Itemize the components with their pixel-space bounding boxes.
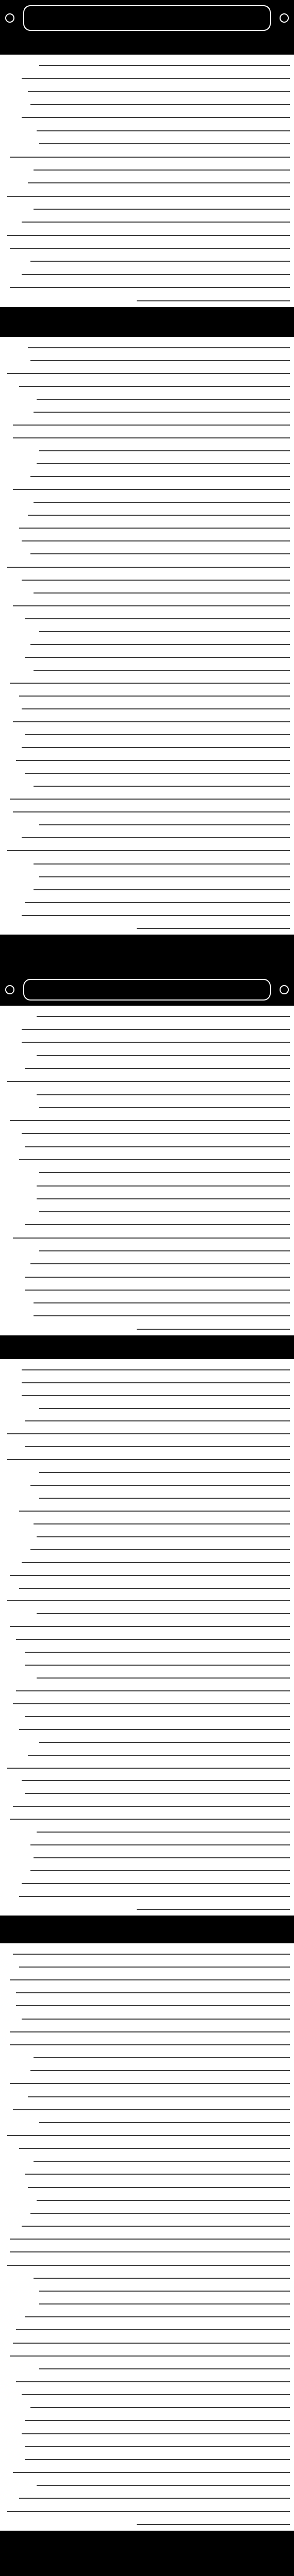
text-line: [39, 1211, 290, 1212]
text-line: [25, 1277, 290, 1278]
highlight-note: [0, 36, 294, 55]
text-line: [30, 261, 290, 262]
text-line: [13, 811, 290, 812]
text-line: [13, 425, 290, 426]
text-line: [13, 1806, 290, 1807]
text-line: [13, 489, 290, 490]
text-line: [16, 760, 290, 761]
text-line: [25, 773, 290, 774]
text-line: [37, 2200, 290, 2201]
text-line: [39, 1408, 290, 1409]
text-line: [19, 528, 290, 529]
text-line: [39, 1250, 290, 1251]
text-line: [22, 2226, 290, 2227]
text-line: [13, 1954, 290, 1955]
text-line: [25, 1793, 290, 1794]
text-line: [19, 1896, 290, 1897]
text-line: [30, 2213, 290, 2214]
text-line: [19, 696, 290, 697]
text-line: [39, 2122, 290, 2123]
body-paragraph: [0, 55, 294, 307]
text-line: [25, 1290, 290, 1291]
ornament-icon: [280, 985, 289, 994]
text-line: [7, 1459, 290, 1460]
text-line: [30, 1844, 290, 1845]
text-line: [7, 1768, 290, 1769]
text-line: [34, 670, 290, 671]
text-line: [10, 157, 290, 158]
text-line: [34, 2161, 290, 2162]
verse-text: [23, 979, 271, 1001]
text-line: [7, 373, 290, 374]
text-line: [22, 117, 290, 118]
text-line: [22, 1369, 290, 1370]
text-line: [25, 1068, 290, 1069]
text-line: [10, 287, 290, 288]
text-line: [25, 2420, 290, 2421]
text-line: [13, 2472, 290, 2473]
text-line: [37, 1536, 290, 1537]
text-line: [34, 889, 290, 890]
text-line: [37, 399, 290, 400]
ornament-icon: [5, 985, 14, 994]
text-line: [25, 2316, 290, 2317]
text-line: [10, 2251, 290, 2252]
text-line: [19, 1729, 290, 1730]
body-paragraph: [0, 1006, 294, 1335]
text-line: [39, 143, 290, 144]
text-line: [30, 360, 290, 361]
text-line: [25, 1665, 290, 1666]
text-line: [30, 2407, 290, 2408]
text-line: [22, 1395, 290, 1396]
text-line: [7, 196, 290, 197]
text-line: [10, 1979, 290, 1980]
highlight-note: [0, 1335, 294, 1359]
text-line: [39, 631, 290, 632]
text-line: [30, 104, 290, 105]
text-line: [22, 540, 290, 541]
text-line: [39, 1472, 290, 1473]
text-line: [7, 1081, 290, 1082]
body-paragraph: [0, 1943, 294, 2531]
text-line: [25, 1224, 290, 1225]
text-line: [19, 1511, 290, 1512]
text-line: [37, 2485, 290, 2486]
text-line: [34, 863, 290, 865]
text-line: [28, 182, 290, 183]
ornament-icon: [5, 13, 14, 23]
note-text: [4, 310, 290, 334]
text-line: [10, 248, 290, 249]
highlight-note: [0, 2531, 294, 2576]
text-line: [22, 222, 290, 223]
text-line: [13, 1238, 290, 1239]
text-line: [13, 605, 290, 606]
text-line: [22, 747, 290, 748]
text-line: [10, 2083, 290, 2084]
text-line: [39, 1107, 290, 1108]
text-line: [34, 2057, 290, 2058]
text-line: [16, 2381, 290, 2382]
text-line: [39, 1172, 290, 1173]
text-line: [137, 300, 290, 301]
note-text: [4, 1338, 290, 1356]
text-line: [16, 1992, 290, 1993]
text-line: [19, 2148, 290, 2149]
text-line: [137, 2524, 290, 2525]
text-line: [13, 2343, 290, 2344]
text-line: [22, 1883, 290, 1884]
text-line: [25, 1716, 290, 1717]
highlight-note: [0, 1916, 294, 1943]
text-line: [137, 1329, 290, 1330]
text-line: [16, 2005, 290, 2006]
text-line: [34, 412, 290, 413]
body-paragraph: [0, 337, 294, 935]
text-line: [39, 2291, 290, 2292]
text-line: [19, 1159, 290, 1160]
text-line: [22, 1133, 290, 1134]
ornament-icon: [280, 13, 289, 23]
text-line: [34, 2278, 290, 2279]
text-line: [22, 708, 290, 709]
text-line: [16, 1690, 290, 1691]
text-line: [10, 683, 290, 684]
text-line: [22, 1042, 290, 1043]
text-line: [37, 130, 290, 131]
text-line: [34, 1302, 290, 1303]
text-line: [25, 1420, 290, 1421]
text-line: [39, 824, 290, 825]
text-line: [28, 91, 290, 92]
text-line: [10, 1626, 290, 1627]
verse-banner: [0, 974, 294, 1006]
text-line: [25, 1652, 290, 1653]
text-line: [10, 2239, 290, 2240]
text-line: [30, 1870, 290, 1871]
text-line: [19, 1967, 290, 1968]
text-line: [22, 1562, 290, 1563]
text-line: [16, 1639, 290, 1640]
text-line: [13, 721, 290, 722]
text-line: [28, 2096, 290, 2097]
text-line: [39, 2368, 290, 2369]
text-line: [25, 1146, 290, 1147]
text-line: [30, 644, 290, 645]
text-line: [34, 592, 290, 594]
note-text: [4, 39, 290, 52]
verse-banner: [0, 0, 294, 36]
text-line: [19, 2498, 290, 2499]
text-line: [39, 2303, 290, 2304]
text-line: [30, 1485, 290, 1486]
text-line: [22, 1029, 290, 1030]
text-line: [37, 1677, 290, 1679]
text-line: [28, 1755, 290, 1756]
text-line: [37, 1198, 290, 1199]
text-line: [13, 2109, 290, 2110]
text-line: [137, 1909, 290, 1910]
text-line: [37, 1185, 290, 1187]
text-line: [22, 2019, 290, 2020]
text-line: [25, 734, 290, 735]
note-text: [4, 938, 290, 971]
text-line: [28, 347, 290, 348]
text-line: [37, 1055, 290, 1056]
text-line: [22, 78, 290, 79]
text-line: [34, 786, 290, 787]
text-line: [10, 799, 290, 800]
text-line: [22, 2433, 290, 2434]
note-text: [4, 2534, 290, 2576]
text-line: [37, 1016, 290, 1017]
text-line: [37, 463, 290, 464]
body-paragraph: [0, 1359, 294, 1916]
text-line: [28, 2187, 290, 2188]
text-line: [22, 2394, 290, 2395]
text-line: [37, 1832, 290, 1833]
text-line: [28, 515, 290, 516]
text-line: [7, 850, 290, 851]
text-line: [39, 65, 290, 66]
text-line: [39, 450, 290, 451]
text-line: [22, 1780, 290, 1781]
text-line: [16, 2329, 290, 2330]
text-line: [7, 1433, 290, 1434]
text-line: [39, 1498, 290, 1499]
text-line: [30, 1263, 290, 1264]
text-line: [19, 386, 290, 387]
text-line: [34, 502, 290, 503]
text-line: [7, 2265, 290, 2266]
text-line: [25, 657, 290, 658]
text-line: [7, 2135, 290, 2136]
text-line: [19, 1588, 290, 1589]
text-line: [34, 209, 290, 210]
text-line: [22, 837, 290, 838]
text-line: [10, 2031, 290, 2032]
text-line: [7, 2511, 290, 2512]
text-line: [13, 437, 290, 438]
text-line: [25, 902, 290, 903]
text-line: [25, 618, 290, 619]
text-line: [13, 1703, 290, 1704]
highlight-note: [0, 307, 294, 337]
text-line: [10, 2355, 290, 2357]
note-text: [4, 1919, 290, 1940]
text-line: [37, 1094, 290, 1095]
text-line: [30, 2070, 290, 2071]
text-line: [22, 580, 290, 581]
text-line: [30, 1549, 290, 1550]
text-line: [34, 170, 290, 171]
text-line: [39, 876, 290, 877]
text-line: [10, 2044, 290, 2045]
text-line: [25, 2459, 290, 2460]
text-line: [30, 553, 290, 554]
text-line: [10, 1575, 290, 1576]
text-line: [22, 915, 290, 916]
text-line: [137, 928, 290, 929]
text-line: [10, 1819, 290, 1820]
text-line: [10, 1120, 290, 1121]
highlight-note: [0, 935, 294, 974]
text-line: [7, 235, 290, 236]
text-line: [34, 1315, 290, 1316]
text-line: [25, 2174, 290, 2175]
text-line: [22, 1382, 290, 1383]
text-line: [25, 1446, 290, 1447]
text-line: [37, 1613, 290, 1614]
verse-text: [23, 5, 271, 31]
text-line: [34, 1857, 290, 1858]
text-line: [39, 1742, 290, 1743]
text-line: [22, 274, 290, 275]
text-line: [34, 1523, 290, 1524]
text-line: [7, 1600, 290, 1601]
text-line: [30, 476, 290, 477]
text-line: [7, 567, 290, 568]
text-line: [25, 2446, 290, 2447]
